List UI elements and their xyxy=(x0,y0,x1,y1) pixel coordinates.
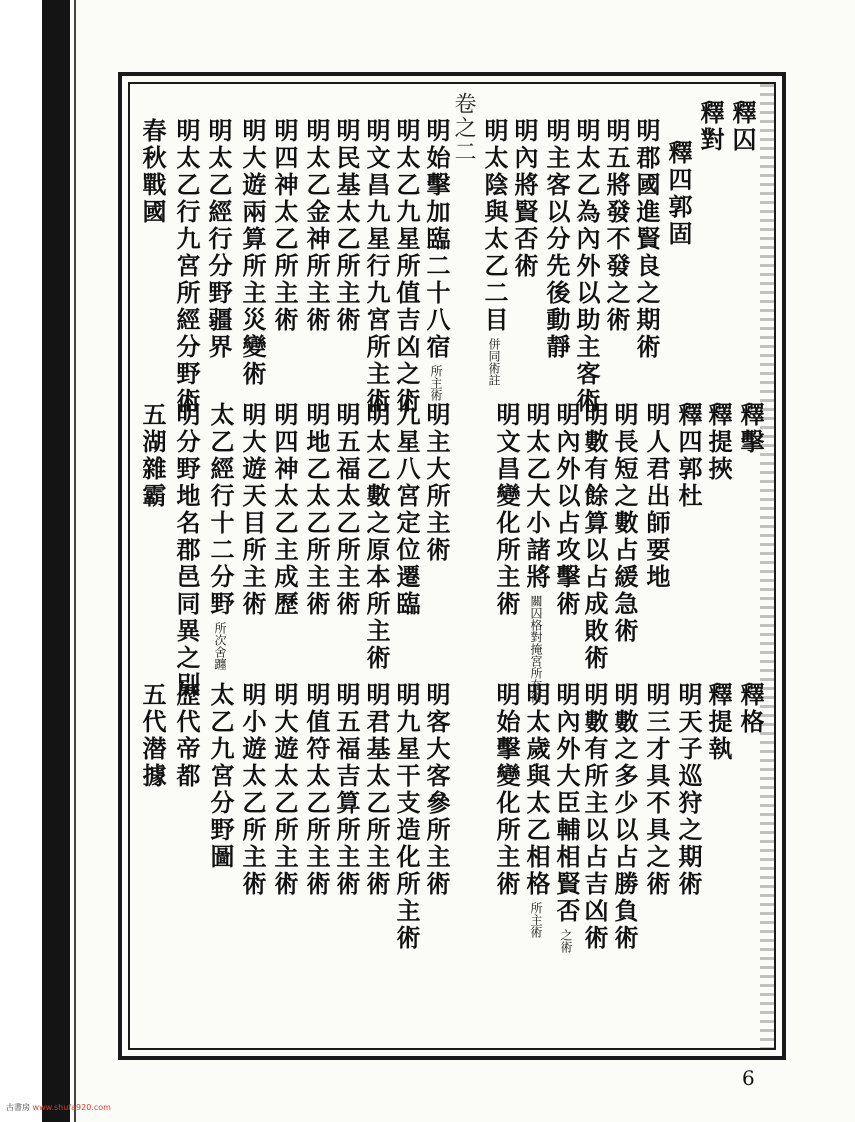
toc-entry-text: 明地乙太乙所主術 xyxy=(302,402,331,618)
toc-entry-text: 明小遊太乙所主術 xyxy=(238,682,267,898)
footer-site: 古書房 xyxy=(6,1103,30,1112)
toc-entry-text: 明客大客參所主術 xyxy=(422,682,451,898)
toc-entry xyxy=(392,682,421,952)
toc-entry xyxy=(332,118,361,334)
toc-entry-text: 釋四郭杜 xyxy=(674,402,703,510)
toc-entry-text: 明主大所主術 xyxy=(422,402,451,564)
toc-entry-text: 明數之多少以占勝負術 xyxy=(610,682,639,952)
toc-entry-text: 明大遊太乙所主術 xyxy=(270,682,299,898)
toc-entry xyxy=(510,118,539,280)
toc-entry-text: 明郡國進賢良之期術 xyxy=(632,118,661,361)
toc-entry xyxy=(542,118,571,361)
toc-entry-text: 釋四郭固 xyxy=(664,140,693,248)
section-heading xyxy=(736,682,765,736)
toc-entry-text: 明人君出師要地 xyxy=(642,402,671,591)
toc-entry-text: 明三才具不具之術 xyxy=(642,682,671,898)
toc-entry-text: 明九星干支造化所主術 xyxy=(392,682,421,952)
toc-entry xyxy=(642,682,671,898)
toc-entry xyxy=(138,118,167,226)
toc-entry-text: 明太陰與太乙二目 xyxy=(480,118,509,334)
toc-entry-text: 明太乙為內外以助主客術 xyxy=(572,118,601,415)
toc-entry xyxy=(238,402,267,618)
toc-entry-text: 釋對 xyxy=(696,100,725,154)
toc-entry xyxy=(332,402,361,618)
toc-entry-text: 明始擊變化所主術 xyxy=(492,682,521,898)
toc-entry xyxy=(362,402,391,672)
toc-entry-text: 歷代帝都 xyxy=(172,682,201,790)
toc-entry-text: 明長短之數占緩急術 xyxy=(610,402,639,645)
toc-entry-text: 明太乙金神所主術 xyxy=(302,118,331,334)
toc-entry-text: 明大遊天目所主術 xyxy=(238,402,267,618)
toc-entry-text: 明五福太乙所主術 xyxy=(332,402,361,618)
toc-entry xyxy=(580,682,609,952)
toc-entry-text: 明內外大臣輔相賢否 xyxy=(552,682,581,925)
toc-entry-text: 明五將發不發之術 xyxy=(602,118,631,334)
page-number: 6 xyxy=(742,1066,755,1090)
section-heading xyxy=(704,682,733,763)
toc-entry-text: 明文昌變化所主術 xyxy=(492,402,521,618)
toc-entry xyxy=(674,402,703,510)
toc-entry-text: 釋擊 xyxy=(736,402,765,456)
toc-entry-text: 明文昌九星行九宮所主術 xyxy=(362,118,391,415)
toc-entry-note: 所次舍躔 xyxy=(213,622,227,670)
toc-entry-text: 明值符太乙所主術 xyxy=(302,682,331,898)
toc-entry xyxy=(238,118,267,388)
toc-entry xyxy=(492,402,521,618)
toc-entry-text: 五湖雜霸 xyxy=(138,402,167,510)
toc-entry-text: 明天子巡狩之期術 xyxy=(674,682,703,898)
toc-entry xyxy=(270,682,299,898)
toc-entry xyxy=(580,402,609,672)
binding-line xyxy=(74,0,76,1122)
section-heading xyxy=(736,402,765,456)
toc-entry-text: 春秋戰國 xyxy=(138,118,167,226)
toc-entry xyxy=(642,402,671,591)
frame-right-strip xyxy=(760,84,774,1048)
toc-entry-text: 明分野地名郡邑同異之別 xyxy=(172,402,201,699)
toc-entry-text: 明四神太乙所主術 xyxy=(270,118,299,334)
toc-entry xyxy=(362,118,391,415)
toc-entry xyxy=(138,682,167,790)
toc-entry xyxy=(302,682,331,898)
toc-entry-text: 釋囚 xyxy=(728,100,757,154)
toc-entry-note: 併同術註 xyxy=(487,338,501,386)
toc-entry xyxy=(138,402,167,510)
toc-entry xyxy=(362,682,391,898)
toc-entry-text: 明數有所主以占吉凶術 xyxy=(580,682,609,952)
section-heading xyxy=(728,100,757,154)
toc-entry xyxy=(610,402,639,645)
toc-entry-text: 釋提挾 xyxy=(704,402,733,483)
toc-entry xyxy=(206,402,235,670)
toc-entry xyxy=(422,402,451,564)
toc-entry-text: 明大遊兩算所主災變術 xyxy=(238,118,267,388)
toc-entry-text: 釋提執 xyxy=(704,682,733,763)
toc-entry-text: 明太乙經行分野疆界 xyxy=(204,118,233,361)
toc-entry xyxy=(270,118,299,334)
binding-dark-bar xyxy=(42,0,70,1122)
toc-entry-text: 明內將賢否術 xyxy=(510,118,539,280)
toc-entry-text: 明太乙數之原本所主術 xyxy=(362,402,391,672)
toc-entry xyxy=(172,118,201,415)
toc-entry xyxy=(522,402,551,703)
footer-url: www.shufa920.com xyxy=(32,1103,111,1112)
toc-entry-text: 明五福吉算所主術 xyxy=(332,682,361,898)
toc-entry xyxy=(552,682,581,953)
toc-entry xyxy=(332,682,361,898)
toc-entry xyxy=(302,402,331,618)
toc-entry xyxy=(674,682,703,898)
section-heading xyxy=(704,402,733,483)
toc-entry xyxy=(204,118,233,361)
toc-entry-note: 之術 xyxy=(559,929,573,953)
toc-entry-note: 關囚格對掩宮所在術 xyxy=(529,595,543,703)
toc-entry xyxy=(552,402,581,618)
toc-entry-text: 明太乙行九宮所經分野術 xyxy=(172,118,201,415)
toc-entry-text: 明四神太乙主成歷 xyxy=(270,402,299,618)
toc-entry xyxy=(392,118,421,415)
toc-entry xyxy=(270,402,299,618)
toc-entry xyxy=(238,682,267,898)
footer-credit xyxy=(6,1102,111,1113)
toc-entry xyxy=(422,682,451,898)
toc-entry xyxy=(206,682,235,871)
toc-entry-text: 明君基太乙所主術 xyxy=(362,682,391,898)
toc-entry-text: 明內外以占攻擊術 xyxy=(552,402,581,618)
toc-entry xyxy=(664,140,693,248)
toc-entry-note: 所主術 xyxy=(429,365,443,401)
toc-entry xyxy=(632,118,661,361)
toc-entry xyxy=(602,118,631,334)
toc-entry-text: 五代潜據 xyxy=(138,682,167,790)
toc-entry-text: 明太乙大小諸將 xyxy=(522,402,551,591)
spine-label-text: 卷之二 xyxy=(451,92,476,164)
toc-entry-text: 明太乙九星所值吉凶之術 xyxy=(392,118,421,415)
toc-entry-text: 太乙九宮分野圖 xyxy=(206,682,235,871)
toc-entry xyxy=(492,682,521,898)
toc-entry-text: 明始擊加臨二十八宿 xyxy=(422,118,451,361)
toc-entry xyxy=(522,682,551,938)
toc-entry-text: 釋格 xyxy=(736,682,765,736)
toc-entry xyxy=(172,402,201,699)
toc-entry xyxy=(172,682,201,790)
toc-entry-text: 明太歲與太乙相格 xyxy=(522,682,551,898)
toc-entry-text: 明民基太乙所主術 xyxy=(332,118,361,334)
toc-entry xyxy=(392,402,421,618)
toc-entry xyxy=(302,118,331,334)
toc-entry xyxy=(422,118,451,401)
section-heading xyxy=(696,100,725,154)
toc-entry-text: 太乙經行十二分野 xyxy=(206,402,235,618)
toc-entry-text: 明主客以分先後動靜 xyxy=(542,118,571,361)
toc-entry xyxy=(572,118,601,415)
toc-entry-text: 明數有餘算以占成敗術 xyxy=(580,402,609,672)
toc-entry-note: 所主術 xyxy=(529,902,543,938)
toc-entry-text: 九星八宮定位遷臨 xyxy=(392,402,421,618)
toc-entry xyxy=(610,682,639,952)
toc-entry xyxy=(480,118,509,386)
